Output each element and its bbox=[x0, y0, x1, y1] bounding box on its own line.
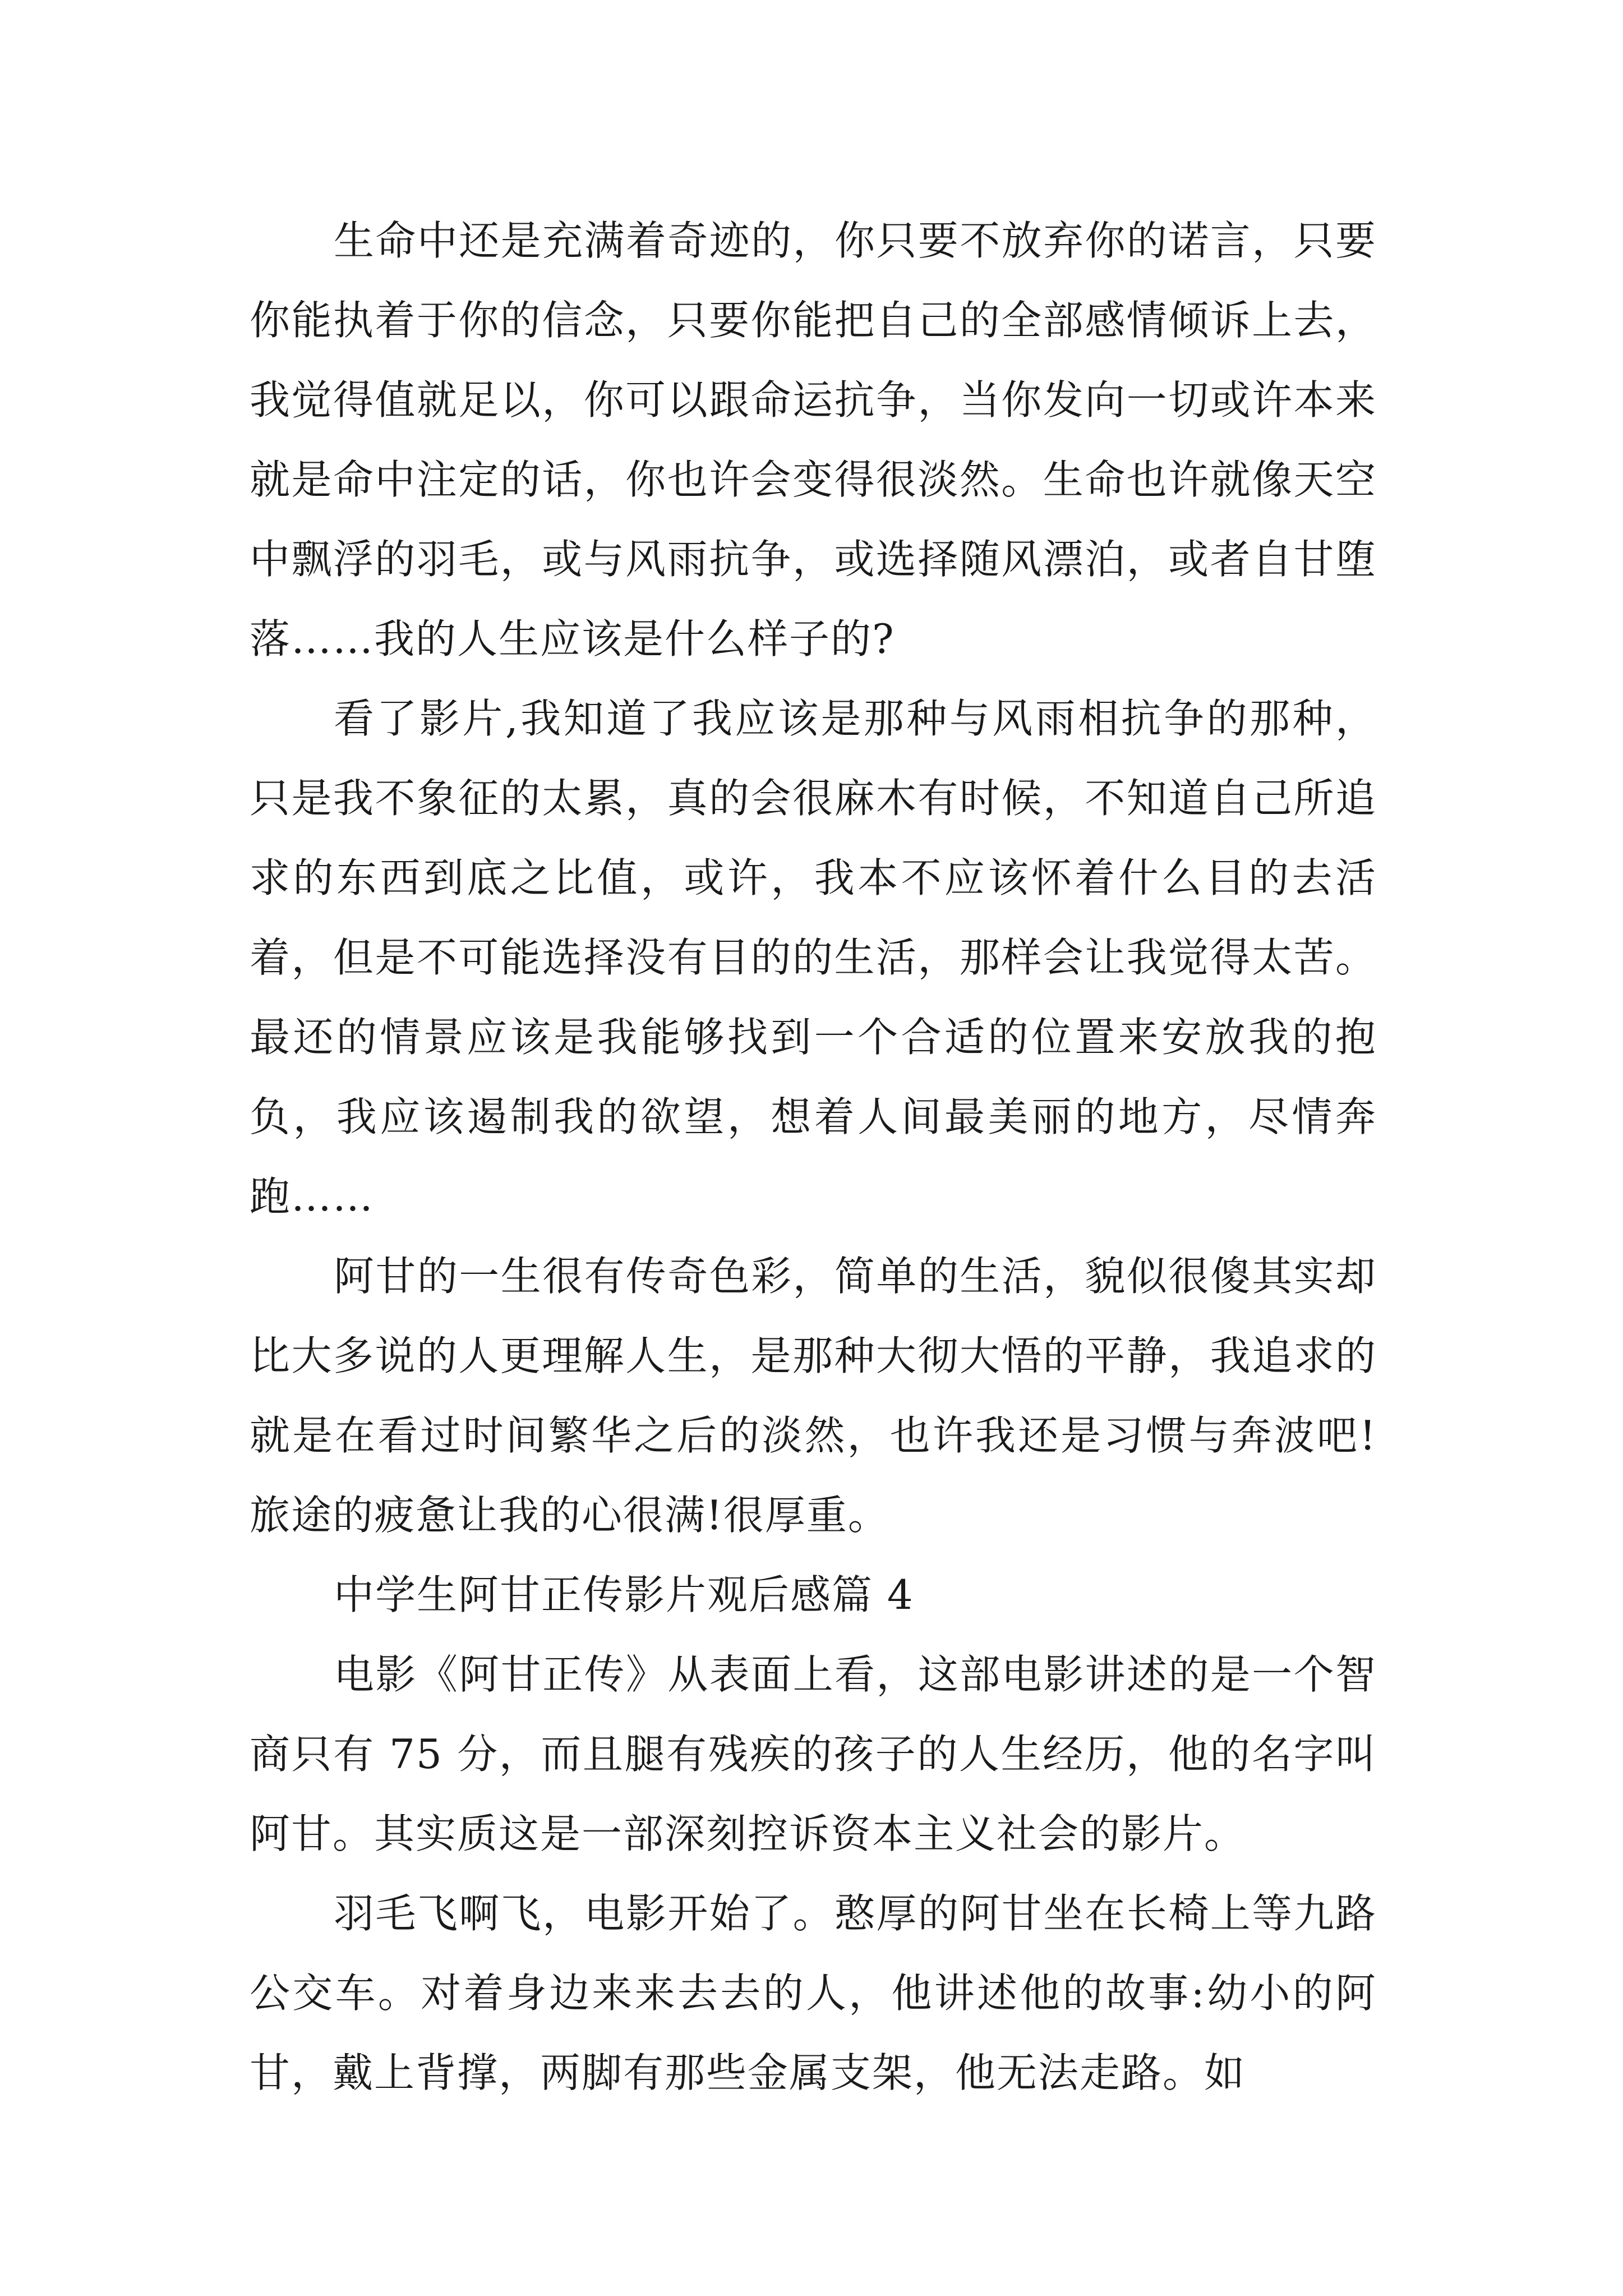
paragraph-2: 看了影片,我知道了我应该是那种与风雨相抗争的那种，只是我不象征的太累，真的会很麻木有时候，不知道自己所追求的东西到底之比值，或许，我本不应该怀着什么目的去活着，但是不可能选择没有目的的生活，那样会让我觉得太苦。最还的情景应该是我能够找到一个合适的位置来安放我的抱负，我应该遏制我的欲望，想着人间最美丽的地方，尽情奔跑…… bbox=[250, 695, 1377, 1220]
paragraph-4: 电影《阿甘正传》从表面上看，这部电影讲述的是一个智商只有 75 分，而且腿有残疾的孩子的人生经历，他的名字叫阿甘。其实质这是一部深刻控诉资本主义社会的影片。 bbox=[250, 1651, 1377, 1857]
paragraph-5: 羽毛飞啊飞，电影开始了。憨厚的阿甘坐在长椅上等九路公交车。对着身边来来去去的人，他讲述他的故事:幼小的阿甘，戴上背撑，两脚有那些金属支架，他无法走路。如 bbox=[250, 1890, 1377, 2096]
section-heading: 中学生阿甘正传影片观后感篇 4 bbox=[334, 1571, 914, 1618]
paragraph-1: 生命中还是充满着奇迹的，你只要不放弃你的诺言，只要你能执着于你的信念，只要你能把自己的全部感情倾诉上去，我觉得值就足以，你可以跟命运抗争，当你发向一切或许本来就是命中注定的话，你也许会变得很淡然。生命也许就像天空中飘浮的羽毛，或与风雨抗争，或选择随风漂泊，或者自甘堕落……我的人生应该是什么样子的? bbox=[250, 217, 1377, 662]
document-body bbox=[250, 201, 1377, 2113]
paragraph-3: 阿甘的一生很有传奇色彩，简单的生活，貌似很傻其实却比大多说的人更理解人生，是那种大彻大悟的平静，我追求的就是在看过时间繁华之后的淡然，也许我还是习惯与奔波吧!旅途的疲惫让我的心很满!很厚重。 bbox=[250, 1253, 1377, 1539]
